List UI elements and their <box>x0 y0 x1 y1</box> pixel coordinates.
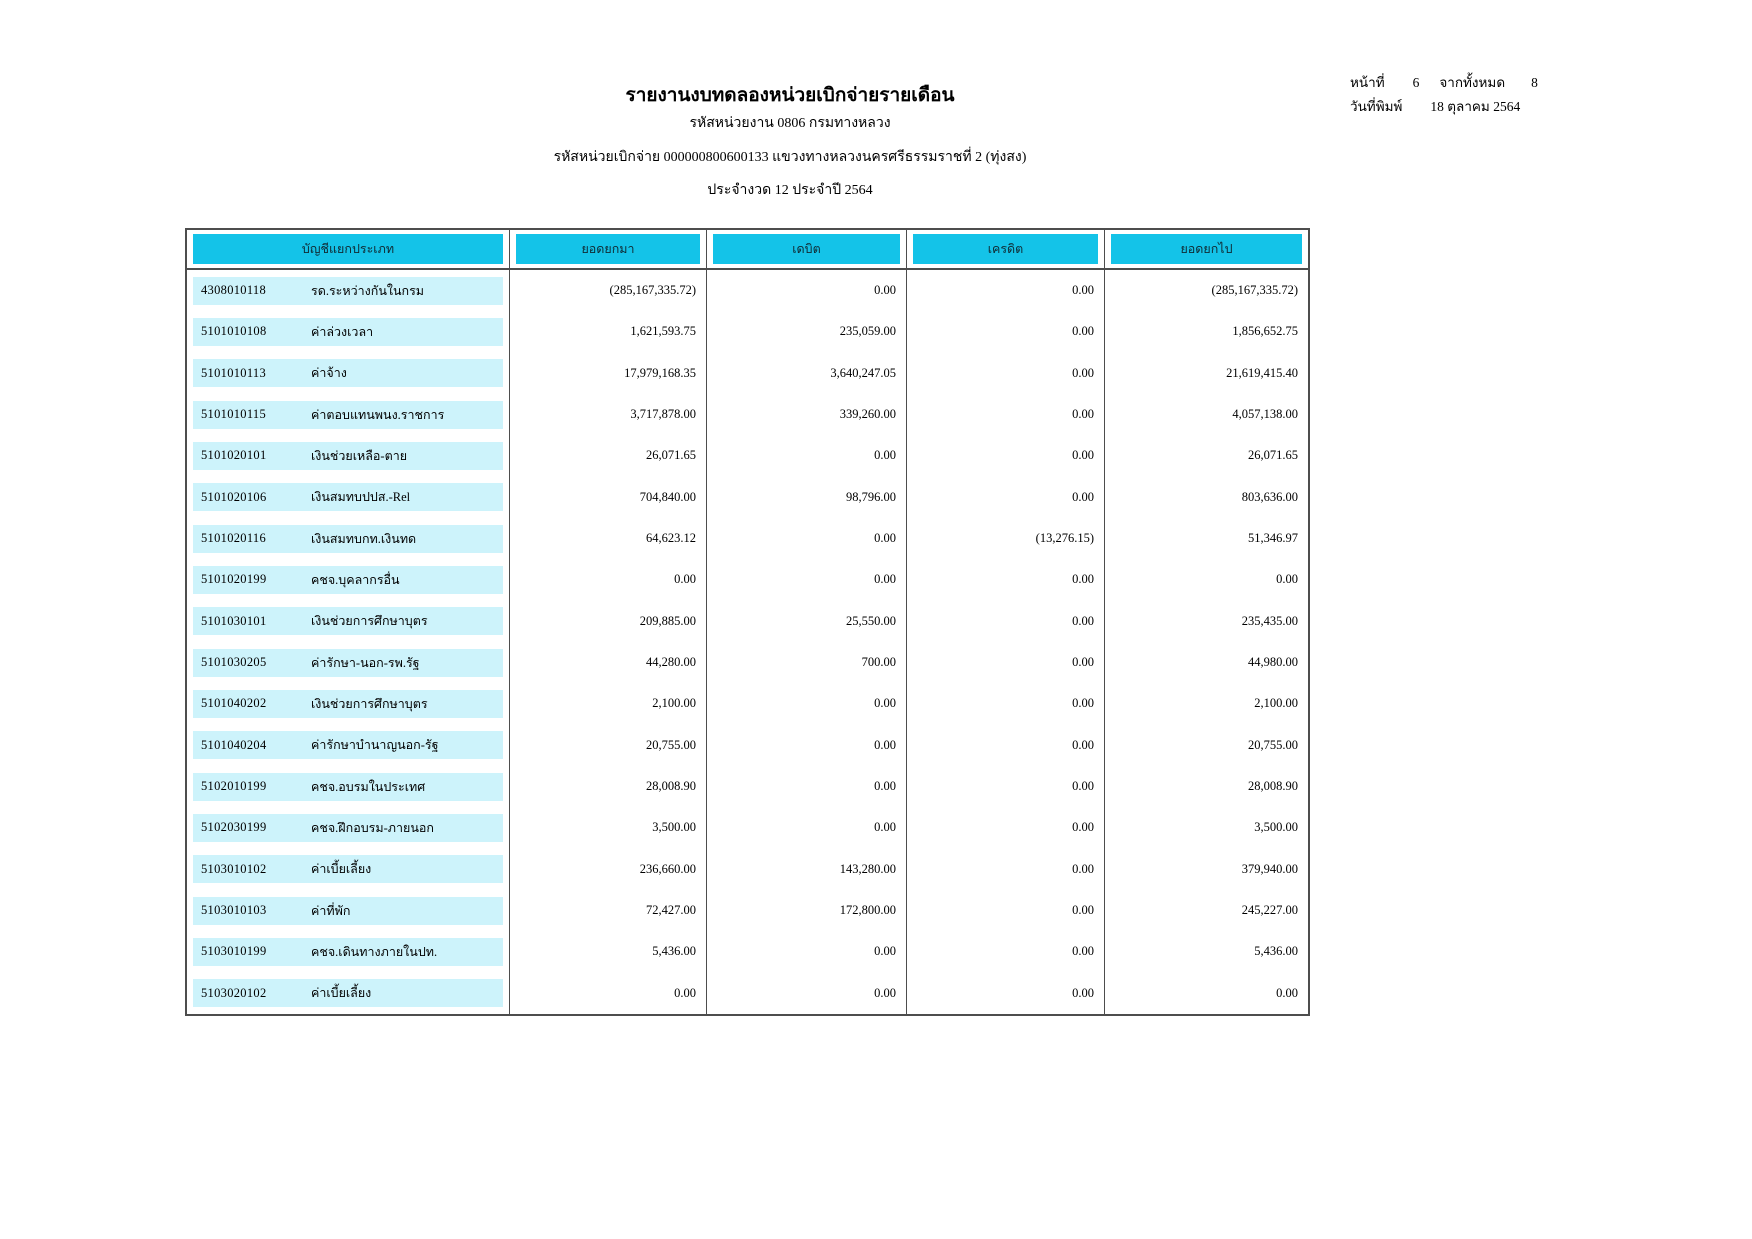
carried-forward-amount: 803,636.00 <box>1241 489 1298 504</box>
debit-amount: 143,280.00 <box>707 849 907 890</box>
total-pages: 8 <box>1531 75 1538 90</box>
brought-forward-amount: 209,885.00 <box>510 601 707 642</box>
carried-forward-amount: 26,071.65 <box>1248 448 1298 463</box>
table-row <box>187 807 1308 848</box>
carried-forward-amount: 379,940.00 <box>1241 861 1298 876</box>
credit-amount: 0.00 <box>907 270 1105 311</box>
account-code: 5103010199 <box>201 944 267 959</box>
account-name: คชจ.เดินทางภายในปท. <box>311 944 438 959</box>
account-name: คชจ.อบรมในประเทศ <box>311 779 426 794</box>
account-highlight-bar <box>193 979 503 1007</box>
debit-amount: 3,640,247.05 <box>707 353 907 394</box>
account-cell <box>187 766 510 807</box>
account-highlight-bar <box>193 897 503 925</box>
brought-forward-amount: 26,071.65 <box>510 435 707 476</box>
account-name: เงินสมทบปปส.-Rel <box>311 490 411 505</box>
account-name: คชจ.บุคลากรอื่น <box>311 572 400 587</box>
table-row <box>187 766 1308 807</box>
carried-forward-amount: 2,100.00 <box>1254 696 1298 711</box>
debit-amount: 0.00 <box>707 931 907 972</box>
credit-amount: 0.00 <box>907 807 1105 848</box>
account-highlight-bar <box>193 731 503 759</box>
account-name: ค่าล่วงเวลา <box>311 324 374 339</box>
account-name: คชจ.ฝึกอบรม-ภายนอก <box>311 820 434 835</box>
account-cell <box>187 890 510 931</box>
debit-amount: 0.00 <box>707 766 907 807</box>
account-name: ค่าตอบแทนพนง.ราชการ <box>311 407 445 422</box>
account-cell <box>187 270 510 311</box>
table-row <box>187 642 1308 683</box>
account-highlight-bar <box>193 649 503 677</box>
account-name: รด.ระหว่างกันในกรม <box>311 283 425 298</box>
account-highlight-bar <box>193 359 503 387</box>
table-row <box>187 725 1308 766</box>
carried-forward-amount: 28,008.90 <box>1248 779 1298 794</box>
account-highlight-bar <box>193 483 503 511</box>
disbursement-unit-line: รหัสหน่วยเบิกจ่าย 000000800600133 แขวงทางหลวงนครศรีธรรมราชที่ 2 (ทุ่งสง) <box>553 150 1027 165</box>
brought-forward-amount: 0.00 <box>510 973 707 1014</box>
page-info <box>1350 76 1538 123</box>
debit-amount: 0.00 <box>707 683 907 724</box>
brought-forward-amount: 5,436.00 <box>510 931 707 972</box>
table-row <box>187 394 1308 435</box>
account-code: 5101010115 <box>201 407 267 422</box>
debit-amount: 235,059.00 <box>707 311 907 352</box>
account-highlight-bar <box>193 814 503 842</box>
table-row <box>187 890 1308 931</box>
carried-forward-amount: 0.00 <box>1276 572 1298 587</box>
account-code: 5101040202 <box>201 696 267 711</box>
credit-amount: 0.00 <box>907 725 1105 766</box>
account-cell <box>187 725 510 766</box>
account-cell <box>187 683 510 724</box>
col-header-brought-forward: ยอดยกมา <box>510 230 707 268</box>
credit-amount: 0.00 <box>907 601 1105 642</box>
page-label: หน้าที่ <box>1350 75 1385 90</box>
credit-amount: 0.00 <box>907 683 1105 724</box>
account-cell <box>187 311 510 352</box>
credit-amount: 0.00 <box>907 766 1105 807</box>
page-number: 6 <box>1412 75 1420 90</box>
account-code: 5101010108 <box>201 324 267 339</box>
account-highlight-bar <box>193 566 503 594</box>
account-code: 5101040204 <box>201 737 267 752</box>
credit-amount: 0.00 <box>907 559 1105 600</box>
account-name: เงินช่วยการศึกษาบุตร <box>311 696 428 711</box>
account-code: 5101010113 <box>201 365 267 380</box>
page-title: รายงานงบทดลองหน่วยเบิกจ่ายรายเดือน <box>625 85 955 106</box>
carried-forward-amount: 235,435.00 <box>1241 613 1298 628</box>
print-date: 18 ตุลาคม 2564 <box>1430 98 1521 114</box>
debit-amount: 0.00 <box>707 807 907 848</box>
table-row <box>187 973 1308 1014</box>
account-cell <box>187 559 510 600</box>
credit-amount: 0.00 <box>907 973 1105 1014</box>
table-row <box>187 518 1308 559</box>
account-highlight-bar <box>193 773 503 801</box>
debit-amount: 0.00 <box>707 559 907 600</box>
account-highlight-bar <box>193 525 503 553</box>
brought-forward-amount: 2,100.00 <box>510 683 707 724</box>
carried-forward-amount: 51,346.97 <box>1248 531 1298 546</box>
account-code: 5101020106 <box>201 489 267 504</box>
carried-forward-amount: 3,500.00 <box>1254 820 1298 835</box>
brought-forward-amount: 236,660.00 <box>510 849 707 890</box>
table-row <box>187 559 1308 600</box>
table-row <box>187 353 1308 394</box>
carried-forward-amount: 21,619,415.40 <box>1226 365 1298 380</box>
debit-amount: 0.00 <box>707 270 907 311</box>
table-body <box>187 270 1308 1014</box>
col-header-credit: เครดิต <box>907 230 1105 268</box>
credit-amount: 0.00 <box>907 642 1105 683</box>
account-highlight-bar <box>193 938 503 966</box>
brought-forward-amount: 44,280.00 <box>510 642 707 683</box>
account-code: 5101020101 <box>201 448 267 463</box>
account-code: 5101030101 <box>201 613 267 628</box>
page-number-row <box>1350 76 1538 90</box>
debit-amount: 98,796.00 <box>707 477 907 518</box>
account-cell <box>187 477 510 518</box>
brought-forward-amount: 20,755.00 <box>510 725 707 766</box>
debit-amount: 0.00 <box>707 973 907 1014</box>
carried-forward-amount: 5,436.00 <box>1254 944 1298 959</box>
total-pages-label: จากทั้งหมด <box>1439 75 1506 90</box>
account-cell <box>187 642 510 683</box>
brought-forward-amount: 704,840.00 <box>510 477 707 518</box>
account-highlight-bar <box>193 690 503 718</box>
account-code: 5103020102 <box>201 985 267 1000</box>
table-header-row <box>187 230 1308 270</box>
table-row <box>187 435 1308 476</box>
debit-amount: 0.00 <box>707 725 907 766</box>
brought-forward-amount: 72,427.00 <box>510 890 707 931</box>
account-highlight-bar <box>193 318 503 346</box>
carried-forward-amount: 0.00 <box>1276 985 1298 1000</box>
brought-forward-amount: (285,167,335.72) <box>510 270 707 311</box>
account-highlight-bar <box>193 855 503 883</box>
account-name: เงินช่วยการศึกษาบุตร <box>311 614 428 629</box>
account-cell <box>187 849 510 890</box>
brought-forward-amount: 64,623.12 <box>510 518 707 559</box>
credit-amount: 0.00 <box>907 890 1105 931</box>
table-row <box>187 683 1308 724</box>
carried-forward-amount: 20,755.00 <box>1248 737 1298 752</box>
credit-amount: 0.00 <box>907 394 1105 435</box>
debit-amount: 0.00 <box>707 518 907 559</box>
debit-amount: 25,550.00 <box>707 601 907 642</box>
table-row <box>187 477 1308 518</box>
col-header-account: บัญชีแยกประเภท <box>187 230 510 268</box>
account-code: 5103010103 <box>201 903 267 918</box>
print-date-row <box>1350 100 1538 114</box>
debit-amount: 700.00 <box>707 642 907 683</box>
credit-amount: 0.00 <box>907 477 1105 518</box>
account-cell <box>187 353 510 394</box>
brought-forward-amount: 3,717,878.00 <box>510 394 707 435</box>
debit-amount: 172,800.00 <box>707 890 907 931</box>
col-header-carried-forward: ยอดยกไป <box>1105 230 1308 268</box>
carried-forward-amount: 245,227.00 <box>1241 903 1298 918</box>
account-cell <box>187 435 510 476</box>
table-row <box>187 849 1308 890</box>
account-cell <box>187 931 510 972</box>
account-code: 5102010199 <box>201 779 267 794</box>
account-highlight-bar <box>193 277 503 305</box>
carried-forward-amount: 1,856,652.75 <box>1232 324 1298 339</box>
account-cell <box>187 973 510 1014</box>
brought-forward-amount: 3,500.00 <box>510 807 707 848</box>
account-highlight-bar <box>193 442 503 470</box>
credit-amount: 0.00 <box>907 311 1105 352</box>
account-code: 5101030205 <box>201 655 267 670</box>
account-name: ค่าเบี้ยเลี้ยง <box>311 862 372 877</box>
account-code: 5101020199 <box>201 572 267 587</box>
account-code: 5102030199 <box>201 820 267 835</box>
account-cell <box>187 807 510 848</box>
account-name: เงินช่วยเหลือ-ตาย <box>311 448 408 463</box>
col-header-debit: เดบิต <box>707 230 907 268</box>
debit-amount: 339,260.00 <box>707 394 907 435</box>
trial-balance-table <box>185 228 1310 1016</box>
credit-amount: (13,276.15) <box>907 518 1105 559</box>
account-name: ค่ารักษาบำนาญนอก-รัฐ <box>311 738 439 753</box>
account-code: 5101020116 <box>201 531 267 546</box>
account-name: ค่าจ้าง <box>311 366 347 381</box>
account-code: 5103010102 <box>201 861 267 876</box>
credit-amount: 0.00 <box>907 931 1105 972</box>
credit-amount: 0.00 <box>907 849 1105 890</box>
account-name: ค่ารักษา-นอก-รพ.รัฐ <box>311 655 420 670</box>
account-highlight-bar <box>193 607 503 635</box>
debit-amount: 0.00 <box>707 435 907 476</box>
account-cell <box>187 518 510 559</box>
account-highlight-bar <box>193 401 503 429</box>
table-row <box>187 931 1308 972</box>
brought-forward-amount: 17,979,168.35 <box>510 353 707 394</box>
carried-forward-amount: 44,980.00 <box>1248 655 1298 670</box>
brought-forward-amount: 0.00 <box>510 559 707 600</box>
account-cell <box>187 394 510 435</box>
table-row <box>187 270 1308 311</box>
account-name: ค่าที่พัก <box>311 903 351 918</box>
carried-forward-amount: (285,167,335.72) <box>1211 283 1298 298</box>
account-cell <box>187 601 510 642</box>
account-code: 4308010118 <box>201 283 267 298</box>
table-row <box>187 311 1308 352</box>
account-name: ค่าเบี้ยเลี้ยง <box>311 986 372 1001</box>
agency-code-line: รหัสหน่วยงาน 0806 กรมทางหลวง <box>689 116 891 131</box>
account-name: เงินสมทบกท.เงินทด <box>311 531 417 546</box>
credit-amount: 0.00 <box>907 435 1105 476</box>
brought-forward-amount: 28,008.90 <box>510 766 707 807</box>
credit-amount: 0.00 <box>907 353 1105 394</box>
table-row <box>187 601 1308 642</box>
period-line: ประจำงวด 12 ประจำปี 2564 <box>707 183 873 198</box>
carried-forward-amount: 4,057,138.00 <box>1232 407 1298 422</box>
print-date-label: วันที่พิมพ์ <box>1350 98 1403 114</box>
brought-forward-amount: 1,621,593.75 <box>510 311 707 352</box>
